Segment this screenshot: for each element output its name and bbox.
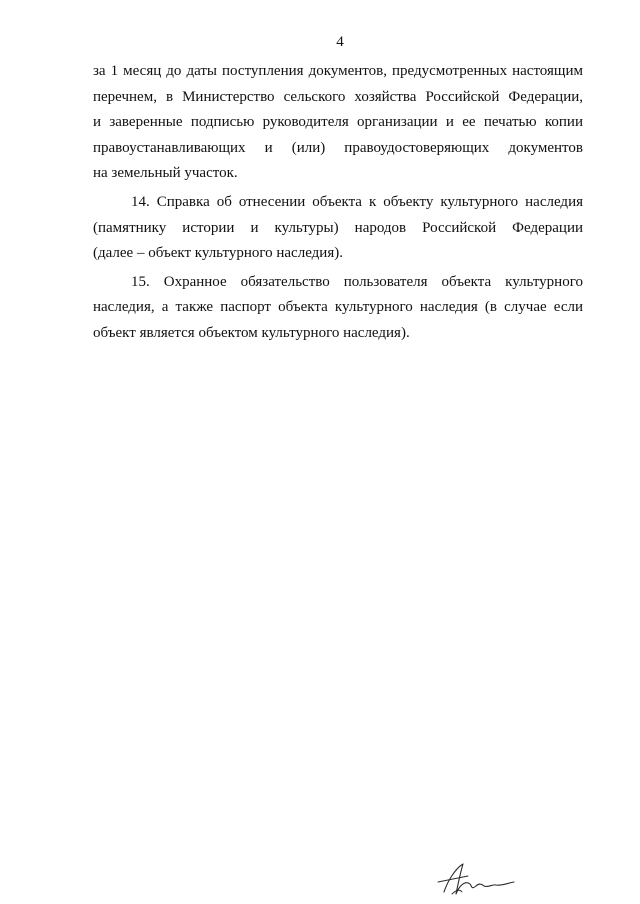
page-number: 4 xyxy=(336,34,344,50)
paragraph-item-14 xyxy=(93,190,583,267)
text-line: за 1 месяц до даты поступления документов, предусмотренных настоящим xyxy=(93,63,583,79)
text-line: 14. Справка об отнесении объекта к объекту культурного наследия xyxy=(131,193,583,210)
text-line: (далее – объект культурного наследия). xyxy=(93,245,343,262)
paragraph-item-15 xyxy=(93,270,583,347)
text-line: перечнем, в Министерство сельского хозяйства Российской Федерации, xyxy=(93,88,583,105)
text-line: правоустанавливающих и (или) правоудостоверяющих документов xyxy=(93,139,583,156)
text-line: объект является объектом культурного наследия). xyxy=(93,324,410,341)
text-line: и заверенные подписью руководителя организации и ее печатью копии xyxy=(93,114,583,131)
text-line: на земельный участок. xyxy=(93,165,238,182)
text-line: 15. Охранное обязательство пользователя объекта культурного xyxy=(131,273,583,290)
text-line: наследия, а также паспорт объекта культурного наследия (в случае если xyxy=(93,299,583,316)
text-line: (памятнику истории и культуры) народов Российской Федерации xyxy=(93,219,583,236)
paragraph-continuation xyxy=(93,59,583,187)
document-body xyxy=(93,59,583,350)
handwritten-signature-icon xyxy=(432,858,542,898)
